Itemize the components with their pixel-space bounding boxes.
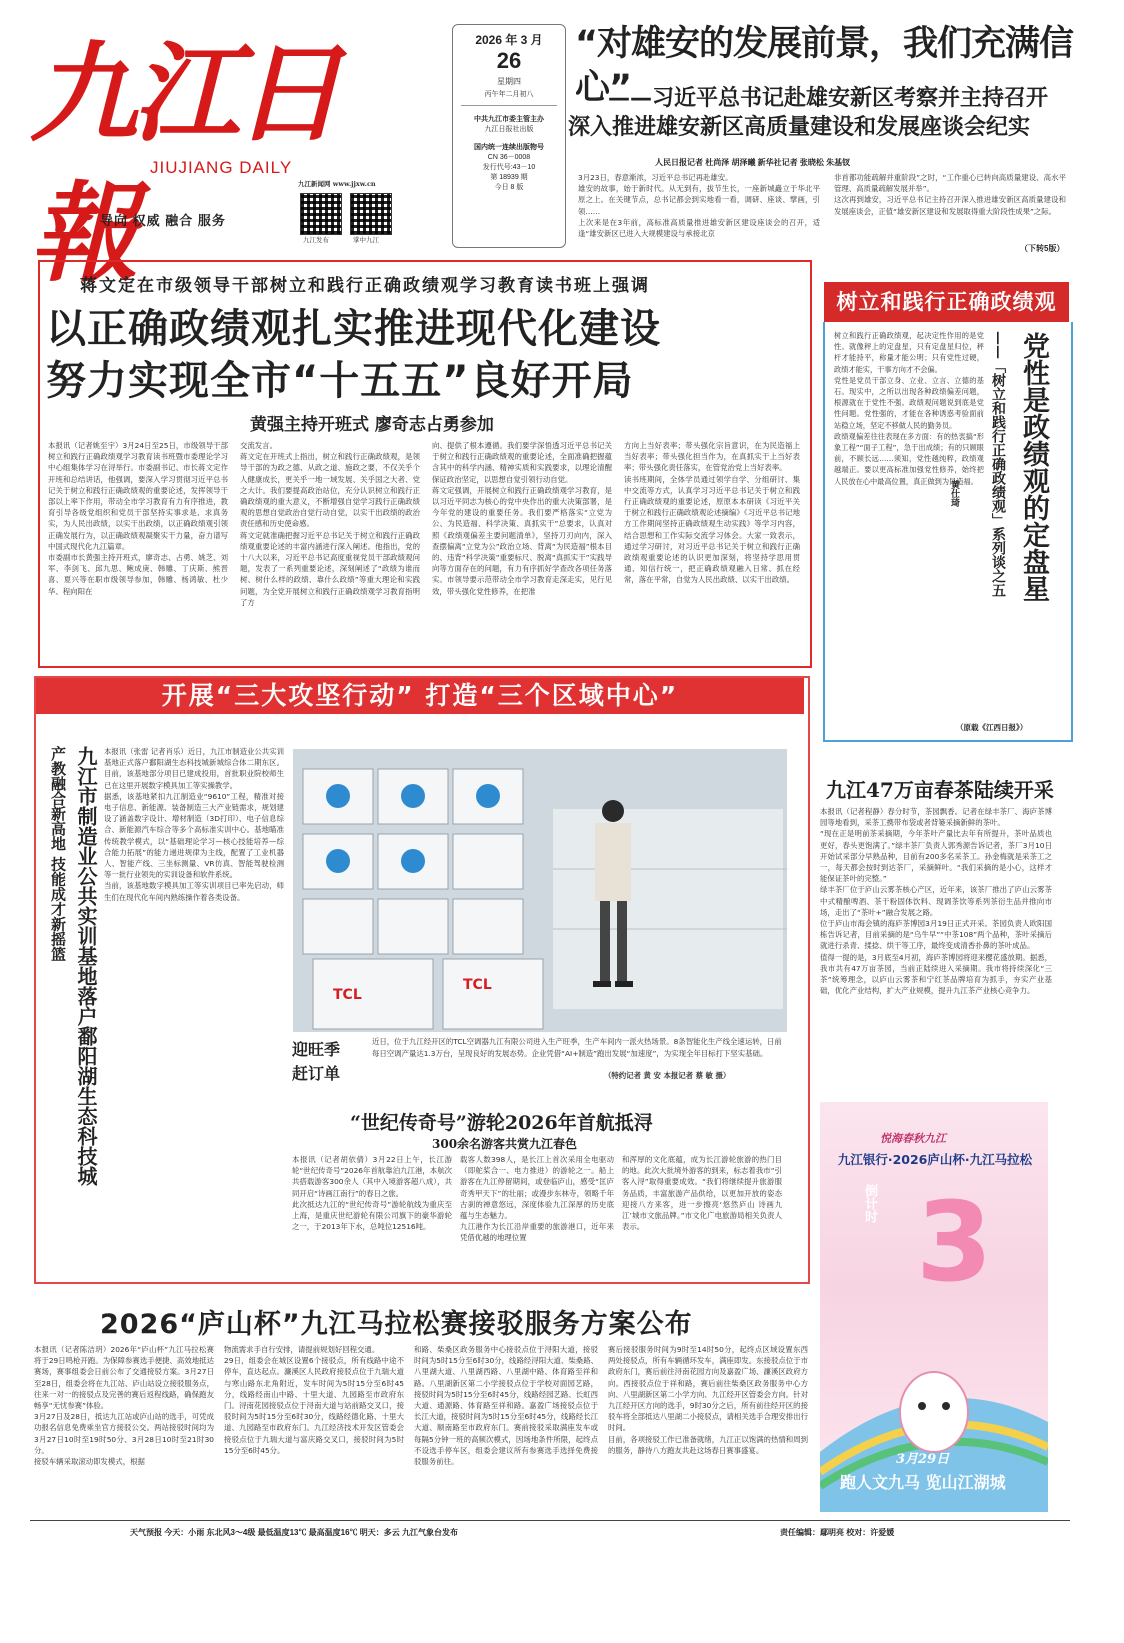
side-column-band: 树立和践行正确政绩观	[824, 282, 1069, 322]
marathon-col: 赛后接驳服务时间为9时至14时50分，起终点区域设置东西两处接驳点，所有车辆循环发车，满座即发。东接驳点位于市政府东门，赛后前往浔南花园方向及嘉盈广场、濂溪区政府方向。西接驳点位于祥和路，赛后前往柴桑区政务服务中心方向、八里湖新区第二小学方向、九江经开区管委会方向。针对九江经开区方向的选手，9时30分之后，所有前往经开区的接驳车将全部抵达八里湖二小接驳点，请相关选手合理安排出行时间。 目前，各项接驳工作已准备就绪，九江正以饱满的热情和周到的服务，静待八方跑友共赴这场春日赛事盛宴。	[608, 1345, 808, 1455]
marathon-col: 物流需求手自行安排，请提前规划好回程交通。 29日，组委会在城区设置6个接驳点，所有线路中途不停车，直达起点。濂溪区人民政府接驳点位于九瑞大道与寒山路东北角附近，发车时间为5时15分至6时45分，线路经南山中路、十里大道、九园路至市政府东门。浔南花园接驳点位于浔南大道与站前路交叉口，接驳时间为5时15分至6时30分，线路经德化路、十里大道、九园路至市政府东门。九江经济技术开发区管委会接驳点位于九瑞大道与富庆路交叉口，接驳时间为5时15分至6时45分。	[224, 1345, 404, 1455]
photo-caption: 近日，位于九江经开区的TCL空调器九江有限公司进入生产旺季，生产车间内一派火热场景。8条智能化生产线全速运转，日前每日空调产量达1.3万台，呈现良好的发展态势。企业凭借“AI+制造”跑出发展“加速度”，为实现全年目标打下坚实基础。	[372, 1037, 782, 1058]
top-story-col: 非首都功能疏解并重阶段”之时，“工作重心已转向高质量建设、高水平管理、高质量疏解发展并举”。 这次再到雄安，习近平总书记主持召开深入推进雄安新区高质量建设和发展座谈会，正值“雄安新区建设和发展取得重大阶段性成果”之际。	[834, 173, 1066, 216]
svg-text:TCL: TCL	[463, 977, 492, 993]
side-column-series: ——「树立和践行正确政绩观」系列谈之五	[990, 331, 1006, 597]
marathon-col: 本报讯（记者陈洁玥）2026年“庐山杯”九江马拉松赛将于29日鸣枪开跑。为保障参赛选手便捷、高效地抵达赛场，赛事组委会日前公布了交通接驳方案。3月27日至28日，组委会将在九江站、庐山站设立接驳服务点，往来一对一的接驳点及完善的赛后返程线路，确保跑友畅享“无忧参赛”体验。 3月27日及28日，抵达九江站或庐山站的选手，可凭成功报名信息免费乘坐官方接驳公交。两站接驳时间均为3月27日10时至19时50分、3月28日10时至21时30分。 接驳车辆采取滚动即发模式，根据	[34, 1345, 214, 1467]
lead-subtitle: 黄强主持开班式 廖奇志占勇参加	[250, 415, 494, 435]
ad-date: 3月29日	[896, 1452, 950, 1467]
ad-bottom-text: 跑人文九马 览山江湖城	[840, 1473, 1006, 1492]
qr-code-icon[interactable]	[300, 193, 342, 235]
cruise-col: 载客人数398人，是长江上首次采用全电驱动（即舵桨合一、电力推进）的游轮之一。船上游客在九江停留期间，或登临庐山，感受“匡庐奇秀甲天下”的壮丽；或漫步东林寺，领略千年古刹的禅意悠远，深度体验九江深厚的历史底蕴与生态魅力。 九江港作为长江沿岸重要的旅游港口，近年来凭借优越的地理位置	[460, 1155, 614, 1243]
lead-kicker: 蒋文定在市级领导干部树立和践行正确政绩观学习教育读书班上强调	[80, 276, 650, 296]
lead-title[interactable]: 以正确政绩观扎实推进现代化建设	[46, 306, 661, 352]
ad-days: 3	[916, 1178, 993, 1306]
marathon-title[interactable]: 2026“庐山杯”九江马拉松赛接驳服务方案公布	[100, 1309, 693, 1340]
footer-weather: 天气预报 今天：小雨 东北风3～4级 最低温度13℃ 最高温度16℃ 明天：多云 九江气象台发布	[130, 1528, 459, 1537]
svg-text:TCL: TCL	[333, 987, 362, 1003]
cruise-col: 本报讯（记者胡依倩）3月22日上午，长江游轮“世纪传奇号”2026年首航靠泊九江港，本航次共搭载游客300余人（其中入境游客超八成），共同开启“诗画江南行”的春日之旅。 此次抵达九江的“世纪传奇号”游轮航线为重庆至上海，是重庆世纪游轮有限公司旗下的豪华游轮之一，于2013年下水，总吨位12516吨。	[292, 1155, 452, 1232]
date-weekday: 星期四	[497, 77, 521, 86]
tea-title[interactable]: 九江47万亩春茶陆续开采	[826, 778, 1054, 802]
cn-number: CN 36－0008	[487, 154, 531, 161]
industry-title[interactable]: 九江市制造业公共实训基地落户鄱阳湖生态科技城	[74, 746, 98, 1186]
factory-photo[interactable]	[293, 749, 787, 1032]
side-column-author: 黄仕琦	[949, 480, 959, 507]
website-label[interactable]: 九江新闻网 www.jjxw.cn	[298, 180, 376, 188]
continued-label[interactable]: （下转5版）	[1020, 244, 1065, 253]
sponsor: 中共九江市委主管主办	[474, 116, 544, 123]
date-box	[452, 24, 566, 248]
masthead-motto: 导向 权威 融合 服务	[100, 213, 226, 228]
factory-photo-image	[293, 749, 787, 1032]
industry-subtitle: 产教融合新高地 技能成才新摇篮	[49, 746, 67, 962]
ad-slogan: 悦海春秋九江	[880, 1132, 946, 1145]
photo-credit: （特约记者 黄 安 本报记者 蔡 敏 摄）	[604, 1071, 731, 1080]
masthead-english: JIUJIANG DAILY	[150, 158, 293, 177]
footer-editors: 责任编辑：鄢明亮 校对：许爱媛	[780, 1528, 895, 1537]
postal-code: 发行代号:43－10	[482, 164, 536, 171]
marathon-col: 和路、柴桑区政务服务中心接驳点位于浔阳大道，接驳时间为5时15分至6时30分，线路经浔阳大道、柴桑路、八里湖大道、八里湖西路、八里湖中路、体育路至祥和路。八里湖新区第二小学接驳点位于学校对面园艺路，接驳时间为5时15分至6时45分，线路经园艺路、长虹西大道、通源路、体育路至祥和路。嘉盈广场接驳点位于长江大道，接驳时间为5时15分至6时45分，线路经长江大道、顺南路至市政府东门。赛前接驳采取满座发车或每隔5分钟一班的高频次模式，因场地条件所限，起终点不设选手停车区，组委会建议所有参赛选手选择免费接驳服务前往。	[414, 1345, 598, 1467]
top-headline[interactable]: “对雄安的发展前景，我们充满信心”	[575, 24, 1074, 108]
side-column-source: （原载《江西日报》）	[956, 723, 1028, 732]
cruise-title[interactable]: “世纪传奇号”游轮2026年首航抵浔	[350, 1112, 653, 1134]
masthead-logo: 九江日報	[30, 31, 337, 297]
ad-countdown: 倒计时	[862, 1184, 877, 1223]
cruise-col: 和浑厚的文化底蕴，成为长江游轮旅游的热门目的地。此次大批境外游客的到来，标志着我市“引客入浔”取得重要成效。“我们将继续提升旅游服务品质，丰富旅游产品供给，以更加开放的姿态迎接八方来客，进一步擦亮‘悠然庐山 诗画九江’城市文旅品牌。”市文化广电旅游局相关负责人表示。	[622, 1155, 782, 1232]
footer-divider	[30, 1520, 1070, 1521]
lead-col: 向、提供了根本遵循。我们要学深悟透习近平总书记关于树立和践行正确政绩观的重要论述，全面准确把握蕴含其中的科学内涵、精神实质和实践要求，以理论清醒保证政治坚定，以思想自觉引领行动自觉。 蒋文定强调，开展树立和践行正确政绩观学习教育，是以习近平同志为核心的党中央作出的重大决策部署，是今年党的建设的重要任务。我们要严格落实“立党为公、为民造福、科学决策、真抓实干”总要求，认真对照《政绩观偏差主要问题清单》，坚持刀刃向内，深入查摆偏离“立党为公”政治立场、背离“为民造福”根本目的、违背“科学决策”重要标尺、脱离“真抓实干”实践导向等方面存在的问题，有力有序抓好学查改各项任务落实。市领导要示范带动全市学习教育走深走实，见行见效，带头强化党性修养，在把准	[432, 441, 612, 596]
date-year-month: 2026 年 3 月	[475, 33, 543, 47]
publisher: 九江日报社出版	[484, 126, 534, 133]
cn-label: 国内统一连续出版物号	[474, 144, 544, 151]
issue-number: 第 18939 期	[490, 174, 528, 181]
ad-title: 九江银行·2026庐山杯·九江马拉松	[837, 1152, 1033, 1167]
date-day: 26	[496, 48, 522, 73]
qr-label: 九江发布	[303, 236, 329, 244]
side-column-title[interactable]: 党性是政绩观的定盘星	[1018, 332, 1049, 602]
lead-col: 本报讯（记者姚至宇）3月24日至25日，市级领导干部树立和践行正确政绩观学习教育读书班暨市委理论学习中心组集体学习在浔举行。市委副书记、市长蒋文定作开班和总结讲话，他强调，要深入学习贯彻习近平总书记关于树立和践行正确政绩观的重要论述，发挥领导干部以上率下作用，带动全市学习教育有力有序推进，教育引导各级党组织和党员干部坚持实事求是、求真务实，为人民出政绩，以实干出政绩，以正确政绩观引领正确发展行为，以正确政绩观凝聚实干力量，奋力谱写中国式现代化九江篇章。 市委副市长黄强主持开班式，廖奇志、占勇、姚芝、刘军、李剑飞、邱九思、鲍成庚、韩雕、丁庆斯、熊晋喜、夏兴等在职市级领导参加，韩雕、杨鸿敏、杜少华、程向阳在	[48, 441, 228, 596]
top-byline: 人民日报记者 杜尚泽 胡泽曦 新华社记者 张晓松 朱基钗	[655, 158, 851, 167]
page-count: 今日 8 版	[494, 184, 524, 191]
top-subhead: ——习近平总书记赴雄安新区考察并主持召开	[608, 86, 1049, 111]
top-subhead: 深入推进雄安新区高质量建设和发展座谈会纪实	[568, 115, 1031, 140]
top-story-col: 3月23日，春意渐浓，习近平总书记再赴雄安。 雄安的故事，始于新时代。从无到有，拔节生长，一座新城矗立于华北平原之上。在关键节点，总书记都会到实地看一看，调研、座谈、擘画，引领…… 上次来是在3年前，高标准高质量推进雄安新区建设座谈会的召开，适逢“雄安新区已进入大规模建设与承接北京	[578, 173, 820, 239]
side-column-body: 树立和践行正确政绩观，起决定性作用的是党性。就像秤上的定盘星，只有定盘星归位，秤杆才能持平，称量才能公明；只有党性过硬，政绩才能实，干事方向才不会偏。 党性是党员干部立身、立业、立言、立德的基石。现实中，之所以出现各种政绩偏差问题，根源就在于党性不强。政绩观问题说到底是党性问题。党性强的，才能在各种诱惑考验面前站稳立场，坚定不移做人民的勤务员。 政绩观偏差往往表现在多方面：有的热衷搞“形象工程”“面子工程”，急于出成绩；有的只顾眼前，不顾长远……须知，党性越纯粹，政绩观越端正。要以更高标准加强党性修养，始终把人民放在心中最高位置，真正做到为民造福。	[834, 331, 984, 486]
lead-col: 方向上当好表率；带头强化宗旨意识，在为民造福上当好表率；带头强化担当作为，在真抓实干上当好表率；带头强化责任落实，在管党治党上当好表率。 读书班期间，全体学员通过领学自学、分组研讨、集中交流等方式，认真学习习近平总书记关于树立和践行正确政绩观的重要论述，原原本本研读《习近平关于树立和践行正确政绩观论述摘编》《习近平总书记地方工作期间坚持正确政绩观生动实践》等学习内容，结合思想和工作实际交流学习体会。大家一致表示，通过学习研讨，对习近平总书记关于树立和践行正确政绩观重要论述的认识更加深刻，将坚持学思用贯通、知信行统一，把正确政绩观融入日常、抓在经常，落在平常，自觉为人民出政绩、以实干出政绩。	[624, 441, 800, 585]
date-lunar: 丙午年二月初八	[484, 91, 534, 98]
lead-col: 交流发言。 蒋文定在开班式上指出，树立和践行正确政绩观，是领导干部的为政之德、从政之道、施政之要，不仅关乎个人健康成长，更关乎一地一域发展、关乎国之大者、党之大计。我们要提高政治站位，充分认识树立和践行正确政绩观的重大意义，不断增强自觉学习践行正确政绩观的思想自觉政治自觉行动自觉，以实干出政绩的政治责任感和历史使命感。 蒋文定就准确把握习近平总书记关于树立和践行正确政绩观重要论述的丰富内涵进行深入阐述。他指出，党的十八大以来，习近平总书记高度重视党员干部政绩观问题，发表了一系列重要论述，深刻阐述了“政绩为谁而树、树什么样的政绩、靠什么政绩”等重大理论和实践问题，为全党开展树立和践行正确政绩观学习教育指明了方	[240, 441, 420, 607]
marathon-ad[interactable]	[820, 1102, 1048, 1512]
feature-banner: 开展“三大攻坚行动” 打造“三个区域中心”	[36, 678, 804, 714]
cruise-subtitle: 300余名游客共赏九江春色	[432, 1137, 578, 1151]
lead-title[interactable]: 努力实现全市“十五五”良好开局	[46, 358, 634, 404]
qr-label: 掌中九江	[353, 236, 379, 244]
qr-code-icon[interactable]	[350, 193, 392, 235]
photo-caption-title: 迎旺季 赶订单	[292, 1040, 341, 1083]
industry-body: 本报讯（张雷 记者肖乐）近日，九江市制造业公共实训基地正式落户鄱阳湖生态科技城新城综合体二期东区。目前，该基地部分项目已建成投用，首批职业院校师生已在这里开展数字模具加工等实操教学。 据悉，该基地紧扣九江制造业“9610”工程，精准对接电子信息、新能源、装备制造三大产业链需求，规划建设了涵盖数字设计、增材制造（3D打印）、电子信息综合、新能源汽车综合等多个高标准实训中心。基地瞄准传统教学模式，以“基础理论学习—核心技能培养—综合能力拓展”的能力递进规律为主线，配置了工业机器人、智能产线、三坐标测量、VR仿真、智能驾驶检测等一批行业领先的实训设备和软件系统。 当前，该基地数字模具加工等实训项目已率先启动，师生们在现代化车间内熟练操作着各类设备。	[104, 747, 284, 902]
tea-body: 本报讯（记者程静）春分时节，茶园飘香。记者在绿丰茶厂、海庐茶博园等地看到，采茶工携带布袋或者背篓采摘新鲜的茶叶。 “现在正是明前茶采摘期，今年茶叶产量比去年有所提升，茶叶品质也更好，春头更饱满了。”绿丰茶厂负责人郭秀源告诉记者，茶厂3月10日开始试采部分早熟品种，目前有200多名采茶工。孙金梅就是采茶工之一，每天都会按时到达茶厂，采摘鲜叶。“我们采摘的是小心，这样才能保证茶叶的完整。” 绿丰茶厂位于庐山云雾茶核心产区，近年来，该茶厂推出了庐山云雾茶中式精酿啤酒、茶干粉固体饮料、现调茶饮等系列茶衍生品并推向市场，走出了“茶叶+”融合发展之路。 位于庐山市海会镇的海庐茶博园3月19日正式开采。茶园负责人欧阳国栋告诉记者，目前采摘的是“乌牛早”“中茶108”两个品种，茶叶采摘后就进行杀青、揉捻、烘干等工序，最终变成清香扑鼻的茶叶成品。 值得一提的是，3月底至4月初，海庐茶博园将迎来樱花盛放期。据悉，我市共有47万亩茶园，当前正陆续进入采摘期。我市将持续深化“三茶”统筹理念，以庐山云雾茶和宁红茶品牌培育为抓手，夯实产业基础，优化产业结构，扩大产业规模，提升九江茶产业核心竞争力。	[820, 807, 1052, 996]
